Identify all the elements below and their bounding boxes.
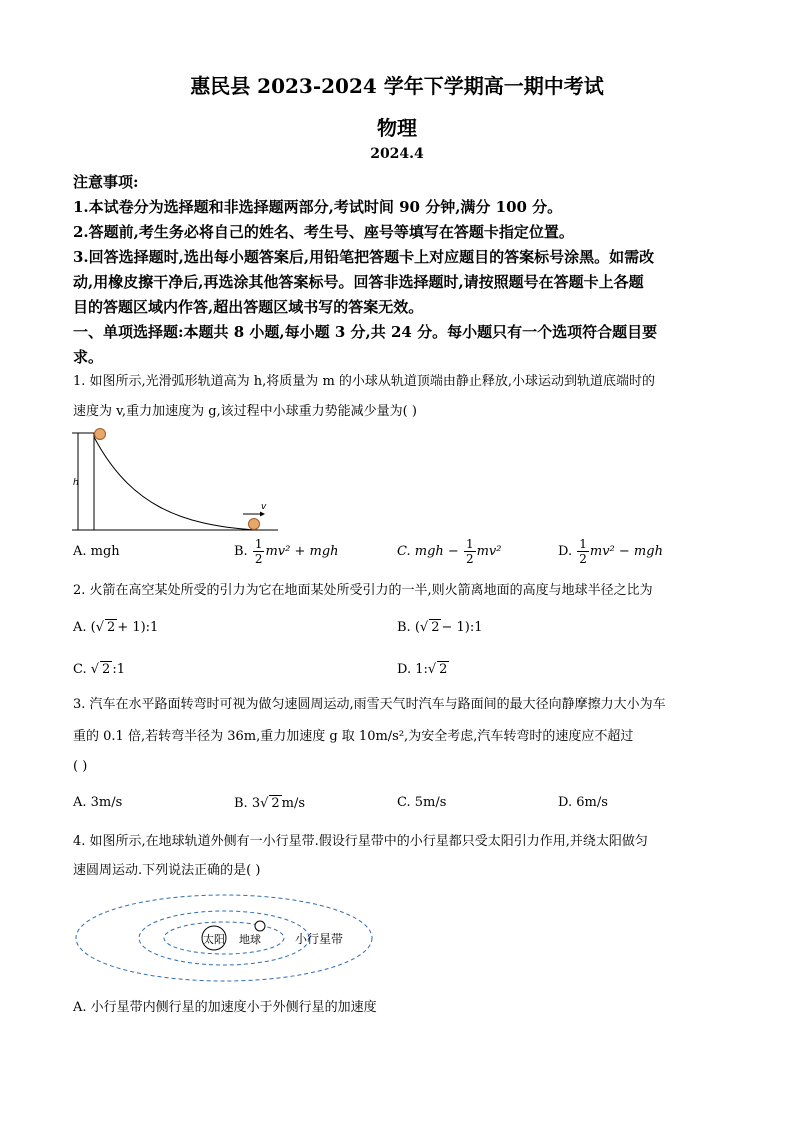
q3-option-d[interactable]: D. 6m/s (558, 795, 608, 810)
q2-option-d[interactable] (397, 661, 449, 677)
note-item-1: 1.本试卷分为选择题和非选择题两部分,考试时间 90 分钟,满分 100 分。 (73, 198, 563, 216)
option-b-expression: mv² + mgh (265, 544, 339, 559)
q3-option-a[interactable]: A. 3m/s (73, 795, 123, 810)
option-b-tail: − 1):1 (441, 620, 483, 635)
denominator: 2 (579, 552, 587, 566)
section-1-heading: 一、单项选择题:本题共 8 小题,每小题 3 分,共 24 分。每小题只有一个选项符合题目要 (73, 323, 658, 341)
q1-option-a[interactable]: A. mgh (73, 544, 120, 559)
option-a-tail: + 1):1 (117, 620, 159, 635)
q1-stem-line-1: 1. 如图所示,光滑弧形轨道高为 h,将质量为 m 的小球从轨道顶端由静止释放,小球运动到轨道底端时的 (73, 374, 656, 389)
option-d-label: D. (558, 544, 573, 559)
q1-track-figure (70, 425, 280, 540)
q2-stem: 2. 火箭在高空某处所受的引力为它在地面某处所受引力的一半,则火箭离地面的高度与地球半径之比为 (73, 583, 653, 598)
option-d-label: D. 1: (397, 662, 428, 677)
velocity-label: v (261, 502, 267, 512)
note-item-3-line-3: 目的答题区域内作答,超出答题区域书写的答案无效。 (73, 298, 424, 316)
radicand: 2 (102, 662, 111, 677)
section-1-heading-cont: 求。 (73, 348, 104, 366)
q1-option-d[interactable] (558, 537, 663, 566)
denominator: 2 (254, 552, 263, 566)
numerator: 1 (579, 537, 587, 551)
denominator: 2 (465, 552, 474, 566)
q3-stem-line-2: 重的 0.1 倍,若转弯半径为 36m,重力加速度 g 取 10m/s²,为安全考虑,汽车转弯时的速度应不超过 (73, 729, 634, 744)
sqrt-symbol: √ (427, 662, 437, 677)
q2-option-c[interactable] (73, 661, 125, 677)
velocity-arrowhead (260, 512, 265, 517)
option-a-label: A. ( (73, 620, 96, 635)
q4-stem-line-1: 4. 如图所示,在地球轨道外侧有一小行星带.假设行星带中的小行星都只受太阳引力作用,并绕太阳做匀 (73, 834, 648, 849)
notes-heading: 注意事项: (73, 173, 139, 191)
one-half-fraction (577, 537, 589, 566)
sun-label: 太阳 (203, 933, 225, 946)
one-half-fraction (253, 537, 265, 566)
numerator: 1 (254, 537, 263, 551)
sqrt-symbol: √ (95, 620, 105, 635)
numerator: 1 (465, 537, 474, 551)
q2-option-b[interactable] (397, 619, 483, 635)
earth-label: 地球 (239, 933, 261, 946)
q4-stem-line-2: 速圆周运动.下列说法正确的是( ) (73, 863, 261, 878)
sqrt-symbol: √ (90, 662, 100, 677)
sqrt-symbol: √ (419, 620, 429, 635)
option-b-unit: m/s (281, 796, 306, 811)
q1-option-b[interactable] (234, 537, 339, 566)
note-item-3-line-2: 动,用橡皮擦干净后,再选涂其他答案标号。回答非选择题时,请按照题号在答题卡上各题 (73, 273, 644, 291)
q2-option-a[interactable] (73, 619, 158, 635)
option-b-label: B. (234, 544, 248, 559)
q3-option-b[interactable] (234, 795, 305, 811)
sqrt-symbol: √ (260, 796, 269, 811)
exam-title: 惠民县 2023-2024 学年下学期高一期中考试 (190, 74, 604, 98)
ball-top (95, 429, 106, 440)
radicand: 2 (439, 662, 448, 677)
q3-stem-line-3: ( ) (73, 759, 88, 774)
q3-option-c[interactable]: C. 5m/s (397, 795, 447, 810)
q3-stem-line-1: 3. 汽车在水平路面转弯时可视为做匀速圆周运动,雨雪天气时汽车与路面间的最大径向静摩擦力大小为车 (73, 697, 666, 712)
note-item-3-line-1: 3.回答选择题时,选出每小题答案后,用铅笔把答题卡上对应题目的答案标号涂黑。如需改 (73, 248, 655, 266)
exam-date: 2024.4 (370, 146, 424, 162)
q4-orbit-figure (72, 888, 392, 988)
q1-option-c[interactable] (397, 537, 501, 566)
option-c-tail: :1 (112, 662, 125, 677)
option-c-expression: C. mgh − (397, 544, 459, 559)
radicand: 2 (107, 620, 116, 635)
option-c-expression-tail: mv² (476, 544, 502, 559)
subject-title: 物理 (377, 116, 417, 140)
q1-stem-line-2: 速度为 v,重力加速度为 g,该过程中小球重力势能减少量为( ) (73, 404, 417, 419)
earth-circle (255, 921, 265, 931)
option-b-label: B. ( (397, 620, 420, 635)
option-b-label: B. 3 (234, 796, 261, 811)
note-item-2: 2.答题前,考生务必将自己的姓名、考生号、座号等填写在答题卡指定位置。 (73, 223, 574, 241)
option-c-label: C. (73, 662, 91, 677)
height-label: h (73, 478, 79, 488)
asteroid-belt-label: 小行星带 (295, 932, 344, 946)
option-d-expression: mv² − mgh (589, 544, 663, 559)
curved-track (94, 437, 255, 530)
q4-option-a[interactable]: A. 小行星带内侧行星的加速度小于外侧行星的加速度 (73, 1000, 377, 1015)
ball-bottom (249, 519, 260, 530)
one-half-fraction (464, 537, 476, 566)
radicand: 2 (431, 620, 440, 635)
radicand: 2 (271, 796, 280, 811)
